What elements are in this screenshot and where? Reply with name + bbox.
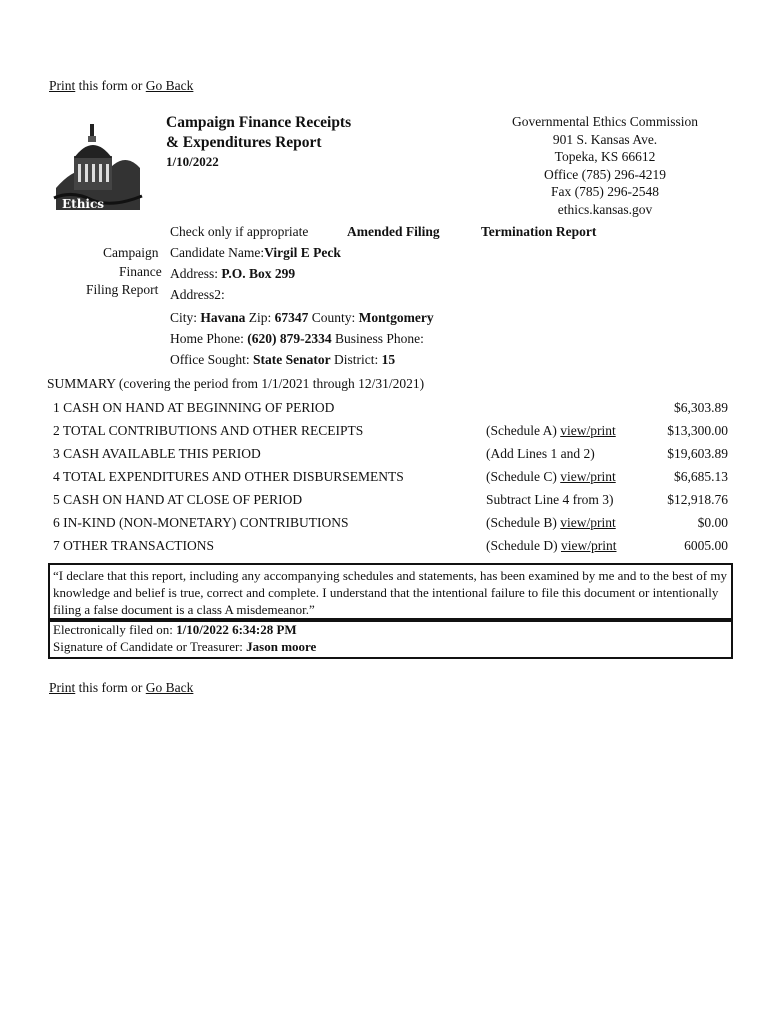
signer-name: Jason moore (246, 639, 317, 654)
check-text: Check only if appropriate (170, 224, 309, 239)
capitol-seal-icon (52, 118, 144, 214)
schedule-text: (Schedule B) (486, 515, 561, 530)
side-label-finance: Finance (119, 264, 162, 279)
report-title (166, 113, 351, 153)
county-value: Montgomery (358, 310, 434, 325)
row-schedule (486, 469, 616, 485)
home-phone-label: Home Phone: (170, 331, 244, 346)
commission-name: Governmental Ethics Commission (512, 114, 698, 129)
filed-timestamp: 1/10/2022 6:34:28 PM (176, 622, 297, 637)
schedule-text: (Schedule D) (486, 538, 561, 553)
zip-label: Zip: (248, 310, 272, 325)
county-label: County: (311, 310, 356, 325)
row-schedule (486, 446, 595, 462)
commission-address (480, 113, 730, 218)
row-label: 2 TOTAL CONTRIBUTIONS AND OTHER RECEIPTS (53, 423, 364, 438)
amended-filing-option[interactable]: Amended Filing (347, 224, 440, 239)
business-phone-label: Business Phone: (335, 331, 424, 346)
signer-line (53, 638, 728, 655)
row-amount: $6,685.13 (674, 469, 728, 484)
address-value: P.O. Box 299 (221, 266, 296, 281)
commission-city: Topeka, KS 66612 (554, 149, 656, 164)
city-value: Havana (200, 310, 246, 325)
row-amount: $12,918.76 (667, 492, 728, 507)
print-link[interactable]: Print (49, 78, 76, 93)
row-label: 6 IN-KIND (NON-MONETARY) CONTRIBUTIONS (53, 515, 349, 530)
schedule-c-view-print-link[interactable]: view/print (560, 469, 616, 484)
district-label: District: (334, 352, 379, 367)
title-line-2: & Expenditures Report (166, 134, 322, 151)
filed-label: Electronically filed on: (53, 622, 173, 637)
city-label: City: (170, 310, 198, 325)
schedule-d-view-print-link[interactable]: view/print (560, 538, 617, 553)
kansas-ethics-seal (52, 118, 144, 214)
schedule-text: Subtract Line 4 from 3) (486, 492, 614, 507)
signer-label: Signature of Candidate or Treasurer: (53, 639, 243, 654)
summary-row (53, 446, 728, 468)
top-nav (49, 78, 193, 94)
row-schedule (486, 515, 616, 531)
row-amount: $13,300.00 (667, 423, 728, 438)
district-value: 15 (381, 352, 396, 367)
print-link-bottom[interactable]: Print (49, 680, 76, 695)
declaration-box: “I declare that this report, including any accompanying schedules and statements, has been examined by me and to the best of my knowledge and belief is true, correct and complete. I understand that the intentional failure to file this document or intentionally filing a false document is a class A misdemeanor.” (48, 563, 733, 622)
report-date: 1/10/2022 (166, 154, 219, 169)
svg-text:Ethics: Ethics (62, 197, 105, 211)
schedule-text: (Schedule C) (486, 469, 561, 484)
title-line-1: Campaign Finance Receipts (166, 114, 352, 131)
side-label-filing-report: Filing Report (86, 282, 159, 297)
address-label: Address: (170, 266, 218, 281)
schedule-b-view-print-link[interactable]: view/print (560, 515, 616, 530)
address2-label: Address2: (170, 287, 225, 302)
row-amount: $0.00 (697, 515, 728, 530)
row-schedule (486, 492, 613, 508)
row-amount: $19,603.89 (667, 446, 728, 461)
candidate-label: Candidate Name: (170, 245, 265, 260)
summary-row (53, 400, 728, 422)
go-back-link[interactable]: Go Back (145, 78, 194, 93)
nav-text-bottom: this form or (75, 680, 146, 695)
schedule-text: (Schedule A) (486, 423, 561, 438)
summary-heading: SUMMARY (covering the period from 1/1/2021 through 12/31/2021) (47, 376, 425, 391)
candidate-line (170, 245, 341, 261)
schedule-a-view-print-link[interactable]: view/print (560, 423, 616, 438)
row-amount: 6005.00 (684, 538, 728, 553)
commission-website: ethics.kansas.gov (557, 201, 653, 217)
side-label-campaign: Campaign (103, 245, 159, 260)
summary-row (53, 423, 728, 445)
row-label: 1 CASH ON HAND AT BEGINNING OF PERIOD (53, 400, 335, 415)
nav-text: this form or (75, 78, 146, 93)
commission-office-phone: Office (785) 296-4219 (544, 166, 666, 182)
commission-fax: Fax (785) 296-2548 (551, 184, 659, 199)
zip-value: 67347 (274, 310, 309, 325)
bottom-nav (49, 680, 193, 696)
row-label: 4 TOTAL EXPENDITURES AND OTHER DISBURSEMENTS (53, 469, 404, 484)
schedule-text: (Add Lines 1 and 2) (486, 446, 595, 461)
filed-line (53, 621, 728, 638)
row-label: 5 CASH ON HAND AT CLOSE OF PERIOD (53, 492, 303, 507)
address2-line (170, 287, 225, 303)
office-line (170, 352, 395, 368)
signature-box (48, 618, 733, 659)
phone-line (170, 331, 424, 347)
home-phone-value: (620) 879-2334 (247, 331, 332, 346)
row-label: 3 CASH AVAILABLE THIS PERIOD (53, 446, 261, 461)
summary-row (53, 515, 728, 537)
summary-row (53, 538, 728, 560)
row-amount: $6,303.89 (674, 400, 728, 415)
office-value: State Senator (253, 352, 331, 367)
commission-street: 901 S. Kansas Ave. (552, 131, 658, 147)
termination-report-option[interactable]: Termination Report (481, 224, 597, 239)
go-back-link-bottom[interactable]: Go Back (145, 680, 194, 695)
summary-row (53, 469, 728, 491)
row-label: 7 OTHER TRANSACTIONS (53, 538, 215, 553)
office-label: Office Sought: (170, 352, 250, 367)
address-line (170, 266, 295, 282)
row-schedule (486, 423, 616, 439)
summary-row (53, 492, 728, 514)
row-schedule (486, 538, 616, 554)
candidate-name: Virgil E Peck (264, 245, 341, 260)
city-line (170, 310, 434, 326)
